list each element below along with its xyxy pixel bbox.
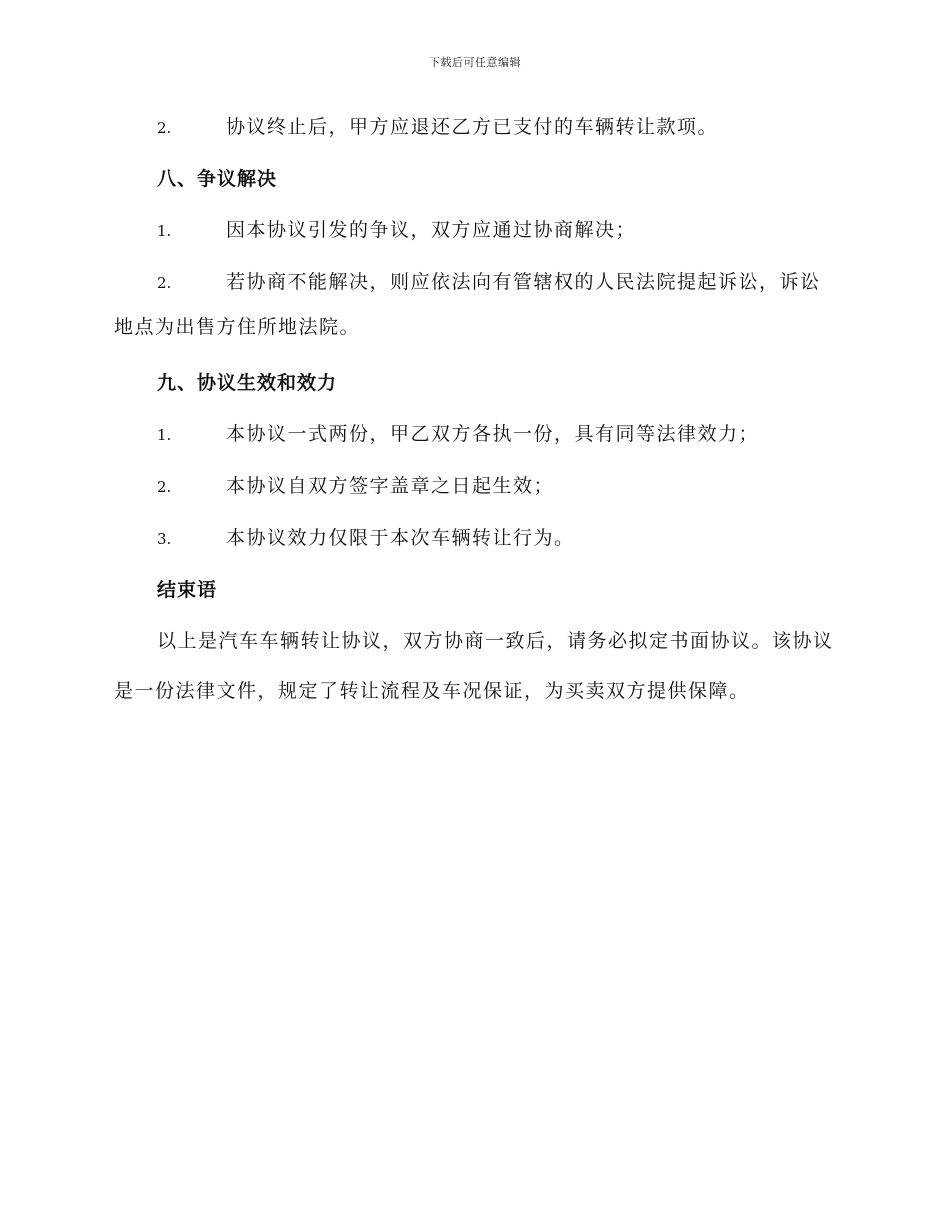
list-item xyxy=(114,417,834,452)
list-item xyxy=(114,469,834,504)
conclusion-paragraph: 以上是汽车车辆转让协议，双方协商一致后，请务必拟定书面协议。该协议是一份法律文件，规定了转让流程及车况保证，为买卖双方提供保障。 xyxy=(114,630,834,702)
item-text: 本协议自双方签字盖章之日起生效； xyxy=(226,475,555,497)
item-number: 2. xyxy=(157,274,172,292)
item-text: 本协议一式两份，甲乙双方各执一份，具有同等法律效力； xyxy=(226,423,760,445)
item-number: 1. xyxy=(157,426,172,444)
list-item xyxy=(114,213,834,248)
section-heading-effect: 九、协议生效和效力 xyxy=(157,372,338,394)
section-heading-conclusion: 结束语 xyxy=(157,579,218,601)
item-number: 2. xyxy=(157,478,172,496)
item-number: 1. xyxy=(157,222,172,240)
item-text: 协议终止后，甲方应退还乙方已支付的车辆转让款项。 xyxy=(226,116,719,138)
list-item xyxy=(114,260,834,349)
item-text: 因本协议引发的争议，双方应通过协商解决； xyxy=(226,219,637,241)
item-number: 2. xyxy=(157,119,172,137)
item-number: 3. xyxy=(157,530,172,548)
list-item xyxy=(114,521,834,556)
list-item xyxy=(114,110,834,145)
item-text: 若协商不能解决，则应依法向有管辖权的人民法院提起诉讼，诉讼地点为出售方住所地法院。 xyxy=(114,271,821,338)
document-body xyxy=(114,110,834,716)
item-text: 本协议效力仅限于本次车辆转让行为。 xyxy=(226,527,575,549)
section-heading-dispute: 八、争议解决 xyxy=(157,168,278,190)
page-header: 下载后可任意编辑 xyxy=(429,56,521,69)
